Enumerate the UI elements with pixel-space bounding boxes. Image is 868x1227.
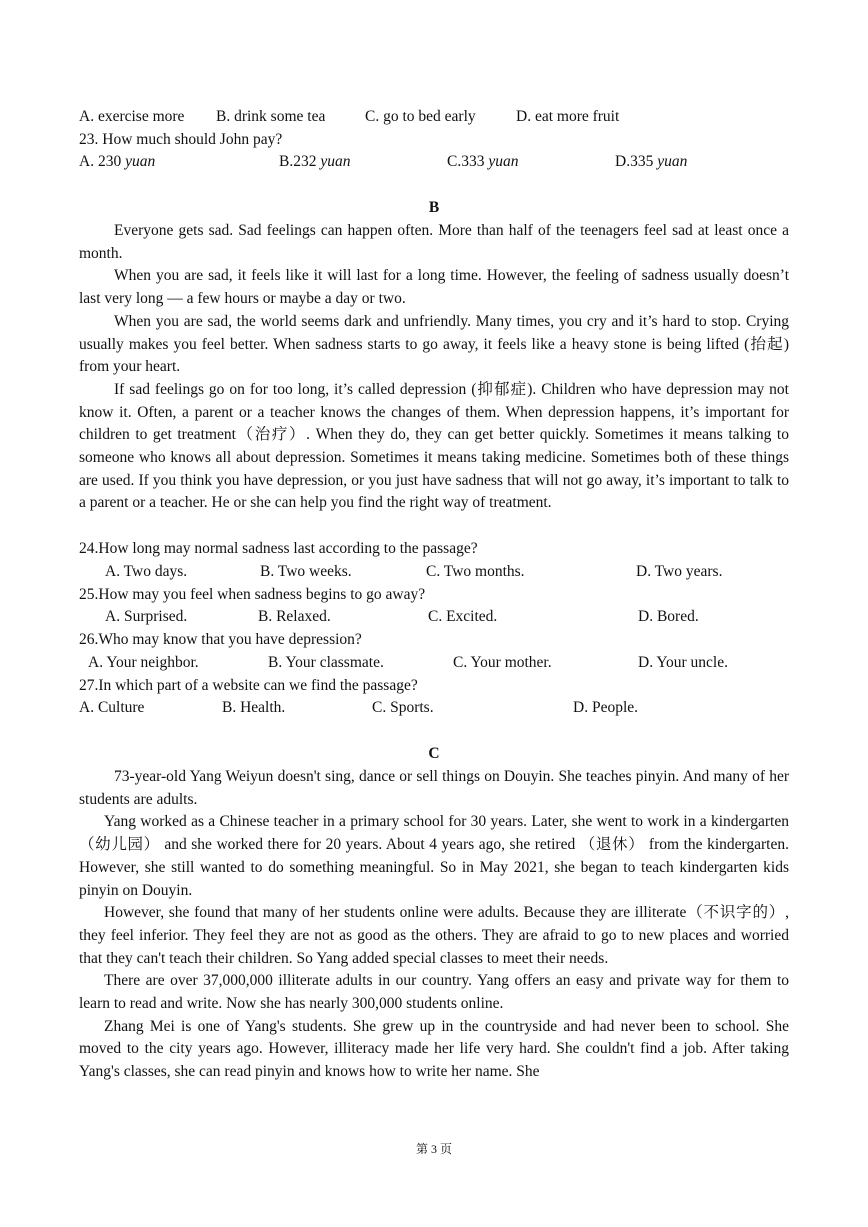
- q27-option-c: C. Sports.: [372, 699, 434, 716]
- q25-option-b: B. Relaxed.: [258, 608, 331, 625]
- q25-option-c: C. Excited.: [428, 608, 498, 625]
- q23-option-a: A. 230 yuan: [79, 153, 156, 170]
- q26-option-b: B. Your classmate.: [268, 654, 384, 671]
- section-b-passage: [79, 220, 789, 515]
- q23-option-d: D.335 yuan: [615, 153, 688, 170]
- page-number: 第 3 页: [415, 1142, 452, 1156]
- q24-option-d: D. Two years.: [636, 563, 723, 580]
- q27-option-d: D. People.: [573, 699, 639, 716]
- section-c-passage: [79, 766, 789, 1084]
- q25-option-a: A. Surprised.: [105, 608, 188, 625]
- paragraph: When you are sad, it feels like it will last for a long time. However, the feeling of sadness usually doesn’t last very long — a few hours or maybe a day or two.: [79, 267, 789, 308]
- paragraph: Yang worked as a Chinese teacher in a primary school for 30 years. Later, she went to work in a kindergarten （幼儿园） and she worked there for 20 years. About 4 years ago, she retired （退休） from the kindergarten. However, she still wanted to do something meaningful. So in May 2021, she began to teach kindergarten kids pinyin on Douyin.: [79, 813, 789, 899]
- paragraph: However, she found that many of her students online were adults. Because they are illiterate（不识字的）, they feel inferior. They feel they are not as good as the others. They are afraid to go to new places and worried that they can't teach their children. So Yang added special classes to meet their needs.: [79, 904, 789, 967]
- q26-option-d: D. Your uncle.: [638, 654, 728, 671]
- paragraph: Everyone gets sad. Sad feelings can happen often. More than half of the teenagers feel sad at least once a month.: [79, 222, 789, 262]
- q26-option-c: C. Your mother.: [453, 654, 552, 671]
- q22-option-c: C. go to bed early: [365, 108, 476, 125]
- q24-option-b: B. Two weeks.: [260, 563, 352, 580]
- section-c-heading: C: [428, 745, 440, 762]
- q25-question: 25.How may you feel when sadness begins to go away?: [79, 586, 426, 603]
- q22-option-a: A. exercise more: [79, 108, 185, 125]
- q22-option-d: D. eat more fruit: [516, 108, 620, 125]
- q24-option-c: C. Two months.: [426, 563, 525, 580]
- q24-question: 24.How long may normal sadness last according to the passage?: [79, 540, 478, 557]
- q27-option-b: B. Health.: [222, 699, 286, 716]
- q26-question: 26.Who may know that you have depression?: [79, 631, 362, 648]
- q25-option-d: D. Bored.: [638, 608, 699, 625]
- paragraph: 73-year-old Yang Weiyun doesn't sing, dance or sell things on Douyin. She teaches pinyin. And many of her students are adults.: [79, 768, 789, 808]
- paragraph: If sad feelings go on for too long, it’s called depression (抑郁症). Children who have depression may not know it. Often, a parent or a teacher knows the changes of them. When depression happens, it’s important for children to get treatment（治疗）. When they do, they can get better quickly. Sometimes it means talking to someone who knows all about depression. Sometimes it means taking medicine. Sometimes both of these things are used. If you think you have depression, or you just have sadness that will not go away, it’s important to talk to a parent or a teacher. He or she can help you find the right way of treatment.: [79, 380, 789, 512]
- q23-question: 23. How much should John pay?: [79, 131, 283, 148]
- paragraph: Zhang Mei is one of Yang's students. She grew up in the countryside and had never been to school. She moved to the city years ago. However, illiteracy made her life very hard. She couldn't find a job. After taking Yang's classes, she can read pinyin and knows how to write her name. She: [79, 1017, 789, 1081]
- paragraph: There are over 37,000,000 illiterate adults in our country. Yang offers an easy and private way for them to learn to read and write. Now she has nearly 300,000 students online.: [79, 972, 789, 1013]
- q23-option-c: C.333 yuan: [447, 153, 519, 170]
- q22-option-b: B. drink some tea: [216, 108, 326, 125]
- section-b-heading: B: [428, 199, 440, 216]
- paragraph: When you are sad, the world seems dark and unfriendly. Many times, you cry and it’s hard to stop. Crying usually makes you feel better. When sadness starts to go away, it feels like a heavy stone is being lifted (抬起) from your heart.: [79, 312, 789, 376]
- q24-option-a: A. Two days.: [105, 563, 188, 580]
- q23-option-b: B.232 yuan: [279, 153, 351, 170]
- q26-option-a: A. Your neighbor.: [88, 654, 199, 671]
- q27-question: 27.In which part of a website can we find the passage?: [79, 677, 418, 694]
- q27-option-a: A. Culture: [79, 699, 145, 716]
